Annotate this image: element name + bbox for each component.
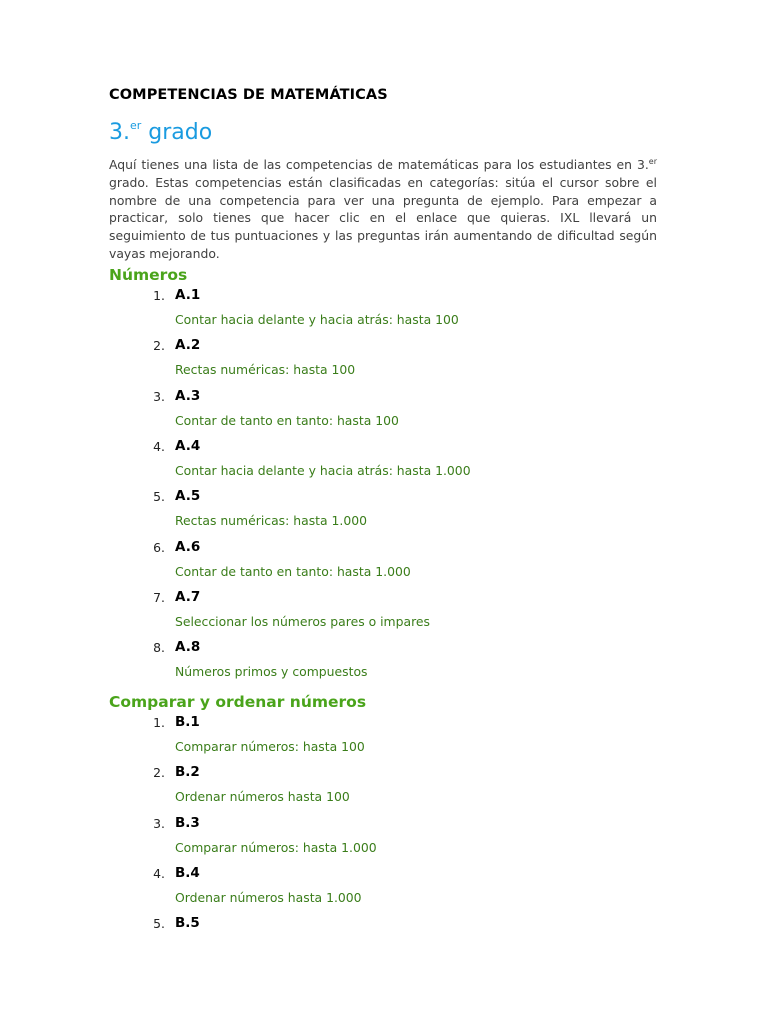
list-item <box>151 439 671 489</box>
list-item <box>151 590 671 640</box>
list-number: 5. <box>153 489 165 505</box>
list-number: 7. <box>153 589 165 605</box>
list-number: 6. <box>153 539 165 555</box>
section-heading: Comparar y ordenar números <box>109 693 367 711</box>
skill-link[interactable]: Contar hacia delante y hacia atrás: hasta 100 <box>175 312 459 327</box>
intro-part2: grado. Estas competencias están clasificadas en categorías: sitúa el cursor sobre el nombre de una competencia para ver una pregunta de ejemplo. Para empezar a practicar, solo tienes que hacer clic en el enlace que quieras. IXL llevará un seguimiento de tus puntuaciones y las preguntas irán aumentando de dificultad según vayas mejorando. <box>109 174 657 261</box>
list-item <box>151 338 671 388</box>
skill-code: B.4 <box>175 864 200 881</box>
skill-link[interactable]: Comparar números: hasta 100 <box>175 739 365 754</box>
skill-code: B.2 <box>175 764 200 781</box>
list-item <box>151 816 671 866</box>
intro-paragraph <box>109 156 657 263</box>
intro-superscript: er <box>648 157 657 166</box>
skill-link[interactable]: Contar hacia delante y hacia atrás: hasta 1.000 <box>175 462 471 478</box>
grade-heading <box>109 119 212 145</box>
grade-suffix: er <box>130 119 142 132</box>
skill-code: B.1 <box>175 714 200 730</box>
skill-link[interactable]: Rectas numéricas: hasta 1.000 <box>175 513 368 529</box>
list-number: 8. <box>153 640 165 656</box>
skill-code: A.5 <box>175 488 201 505</box>
list-item <box>151 765 671 815</box>
list-number: 3. <box>153 815 165 831</box>
skill-link[interactable]: Contar de tanto en tanto: hasta 100 <box>175 412 399 428</box>
skill-code: A.4 <box>175 437 201 454</box>
skill-link[interactable]: Contar de tanto en tanto: hasta 1.000 <box>175 563 411 579</box>
skill-code: A.3 <box>175 387 201 404</box>
list-number: 1. <box>153 715 165 730</box>
list-item <box>151 916 671 966</box>
list-number: 1. <box>153 288 165 303</box>
skill-link[interactable]: Seleccionar los números pares o impares <box>175 613 430 629</box>
list-item <box>151 489 671 539</box>
skill-link[interactable]: Ordenar números hasta 100 <box>175 789 350 805</box>
list-item <box>151 866 671 916</box>
list-number: 3. <box>153 388 165 404</box>
document-title: COMPETENCIAS DE MATEMÁTICAS <box>109 87 388 103</box>
skill-code: A.8 <box>175 639 201 656</box>
list-item <box>151 288 671 338</box>
grade-number: 3. <box>109 120 130 145</box>
skill-code: B.3 <box>175 814 200 831</box>
skill-code: A.2 <box>175 337 201 354</box>
skill-code: A.1 <box>175 287 201 303</box>
list-item <box>151 540 671 590</box>
list-item <box>151 640 671 690</box>
list-number: 4. <box>153 865 165 881</box>
skill-code: A.7 <box>175 588 201 605</box>
skill-link[interactable]: Números primos y compuestos <box>175 664 368 680</box>
list-number: 4. <box>153 438 165 454</box>
skill-link[interactable]: Ordenar números hasta 1.000 <box>175 889 362 905</box>
grade-word: grado <box>148 120 213 145</box>
list-number: 2. <box>153 765 165 781</box>
list-number: 2. <box>153 338 165 354</box>
list-item <box>151 715 671 765</box>
skill-link[interactable]: Comparar números: hasta 1.000 <box>175 839 377 855</box>
skill-code: A.6 <box>175 538 201 555</box>
skill-code: B.5 <box>175 915 200 932</box>
list-number: 5. <box>153 916 165 932</box>
list-item <box>151 389 671 439</box>
section-heading: Números <box>109 266 188 284</box>
skill-link[interactable]: Rectas numéricas: hasta 100 <box>175 362 356 378</box>
intro-part1: Aquí tienes una lista de las competencias de matemáticas para los estudiantes en 3. <box>109 157 649 172</box>
